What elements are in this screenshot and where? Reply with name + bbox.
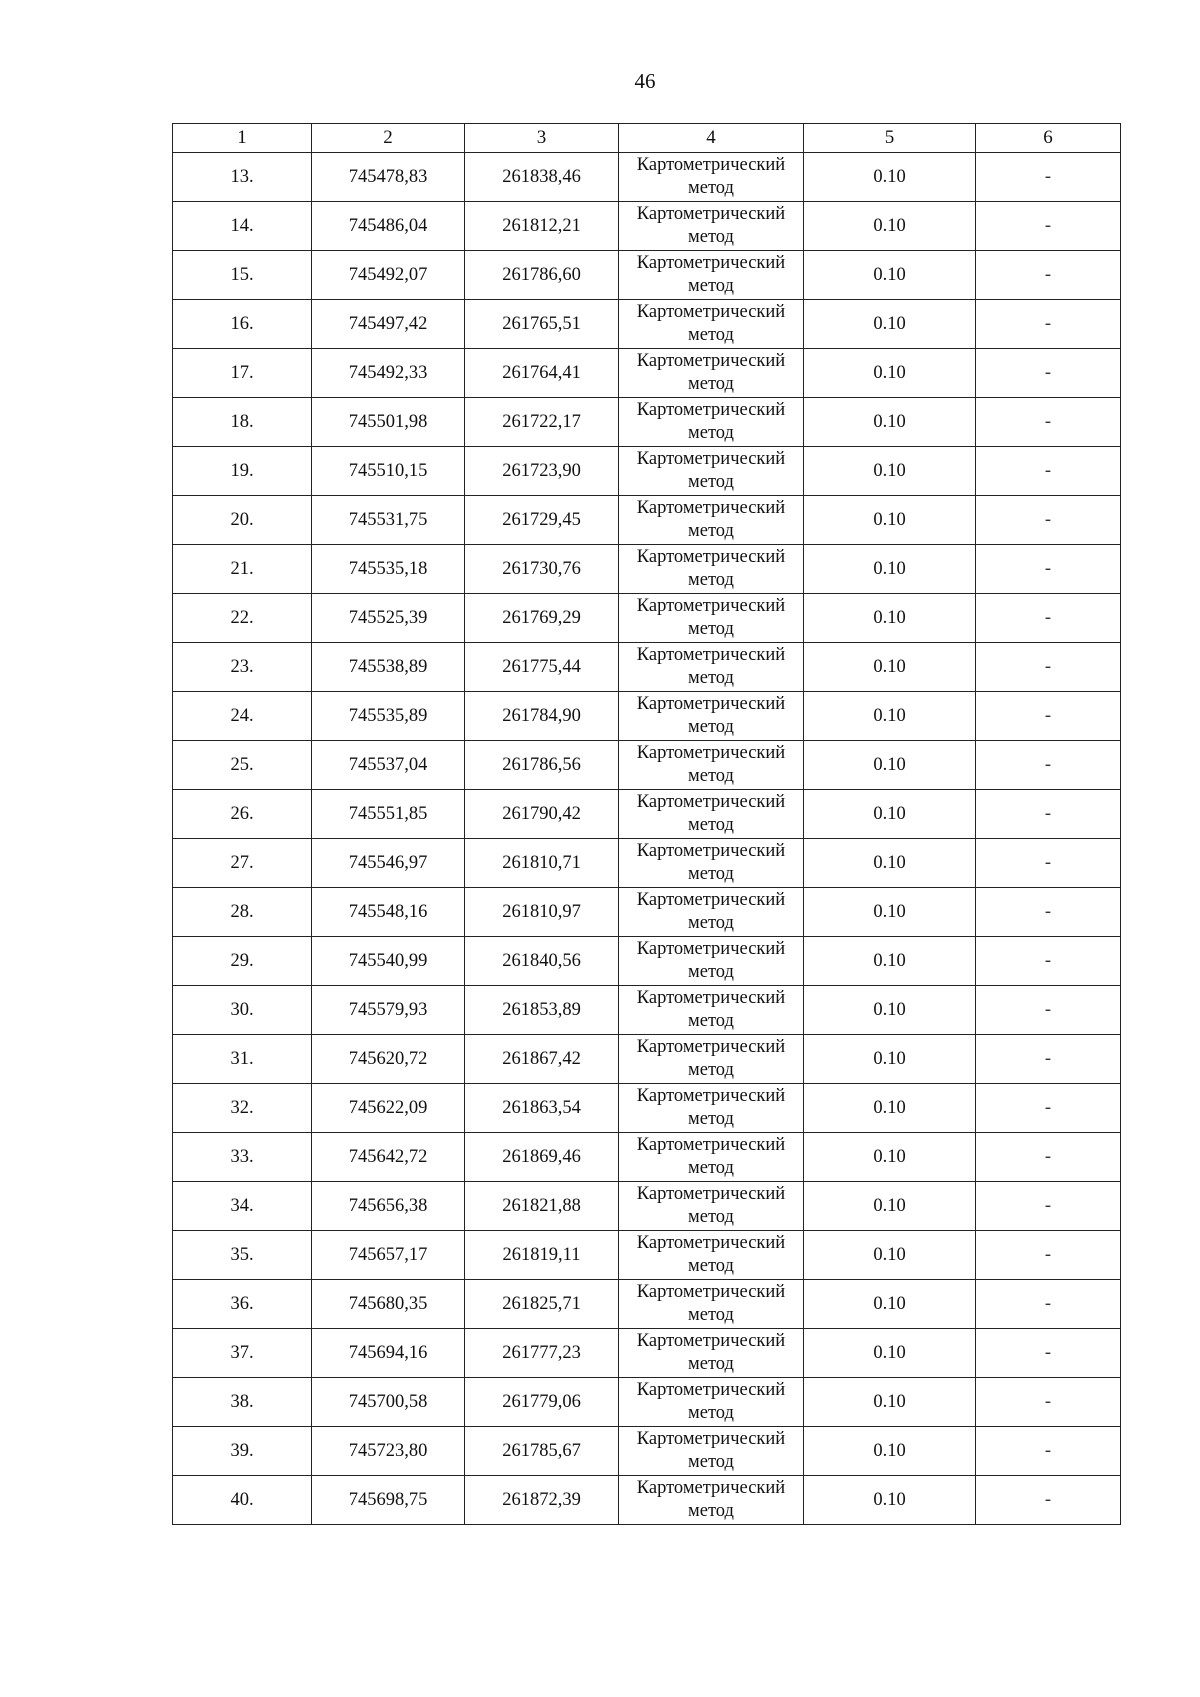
table-row [173,1182,1121,1231]
x-coordinate-cell: 745548,16 [312,888,465,937]
accuracy-cell: 0.10 [804,1378,976,1427]
y-coordinate-cell: 261786,56 [465,741,619,790]
header-cell-2: 2 [312,124,465,153]
method-cell: Картометрический метод [619,349,804,398]
x-coordinate-cell: 745537,04 [312,741,465,790]
note-cell: - [976,1084,1121,1133]
y-coordinate-cell: 261838,46 [465,153,619,202]
y-coordinate-cell: 261872,39 [465,1476,619,1525]
note-cell: - [976,447,1121,496]
y-coordinate-cell: 261821,88 [465,1182,619,1231]
point-number-cell: 33. [173,1133,312,1182]
method-cell: Картометрический метод [619,1329,804,1378]
y-coordinate-cell: 261810,97 [465,888,619,937]
method-cell: Картометрический метод [619,300,804,349]
accuracy-cell: 0.10 [804,496,976,545]
method-cell: Картометрический метод [619,1182,804,1231]
point-number-cell: 28. [173,888,312,937]
accuracy-cell: 0.10 [804,1280,976,1329]
point-number-cell: 39. [173,1427,312,1476]
table-row [173,1231,1121,1280]
x-coordinate-cell: 745486,04 [312,202,465,251]
x-coordinate-cell: 745657,17 [312,1231,465,1280]
x-coordinate-cell: 745698,75 [312,1476,465,1525]
table-row [173,790,1121,839]
table-header [173,124,1121,153]
point-number-cell: 38. [173,1378,312,1427]
y-coordinate-cell: 261723,90 [465,447,619,496]
point-number-cell: 34. [173,1182,312,1231]
point-number-cell: 30. [173,986,312,1035]
accuracy-cell: 0.10 [804,1084,976,1133]
method-cell: Картометрический метод [619,888,804,937]
y-coordinate-cell: 261779,06 [465,1378,619,1427]
note-cell: - [976,692,1121,741]
method-cell: Картометрический метод [619,692,804,741]
point-number-cell: 15. [173,251,312,300]
x-coordinate-cell: 745622,09 [312,1084,465,1133]
x-coordinate-cell: 745540,99 [312,937,465,986]
method-cell: Картометрический метод [619,1280,804,1329]
x-coordinate-cell: 745579,93 [312,986,465,1035]
method-cell: Картометрический метод [619,545,804,594]
table-row [173,741,1121,790]
point-number-cell: 27. [173,839,312,888]
note-cell: - [976,790,1121,839]
x-coordinate-cell: 745723,80 [312,1427,465,1476]
point-number-cell: 24. [173,692,312,741]
table-row [173,1378,1121,1427]
table-row [173,153,1121,202]
x-coordinate-cell: 745535,18 [312,545,465,594]
page-number: 46 [634,69,656,93]
y-coordinate-cell: 261777,23 [465,1329,619,1378]
note-cell: - [976,1231,1121,1280]
accuracy-cell: 0.10 [804,692,976,741]
table-row [173,1133,1121,1182]
accuracy-cell: 0.10 [804,1329,976,1378]
table-row [173,1035,1121,1084]
note-cell: - [976,545,1121,594]
accuracy-cell: 0.10 [804,1427,976,1476]
point-number-cell: 14. [173,202,312,251]
table-row [173,202,1121,251]
x-coordinate-cell: 745546,97 [312,839,465,888]
method-cell: Картометрический метод [619,839,804,888]
y-coordinate-cell: 261785,67 [465,1427,619,1476]
method-cell: Картометрический метод [619,496,804,545]
point-number-cell: 13. [173,153,312,202]
y-coordinate-cell: 261765,51 [465,300,619,349]
y-coordinate-cell: 261840,56 [465,937,619,986]
y-coordinate-cell: 261819,11 [465,1231,619,1280]
y-coordinate-cell: 261769,29 [465,594,619,643]
header-row [173,124,1121,153]
method-cell: Картометрический метод [619,251,804,300]
method-cell: Картометрический метод [619,153,804,202]
point-number-cell: 32. [173,1084,312,1133]
note-cell: - [976,937,1121,986]
method-cell: Картометрический метод [619,986,804,1035]
point-number-cell: 26. [173,790,312,839]
table-row [173,1280,1121,1329]
accuracy-cell: 0.10 [804,1476,976,1525]
accuracy-cell: 0.10 [804,741,976,790]
y-coordinate-cell: 261730,76 [465,545,619,594]
x-coordinate-cell: 745642,72 [312,1133,465,1182]
x-coordinate-cell: 745620,72 [312,1035,465,1084]
point-number-cell: 18. [173,398,312,447]
point-number-cell: 22. [173,594,312,643]
note-cell: - [976,1427,1121,1476]
y-coordinate-cell: 261722,17 [465,398,619,447]
table-row [173,986,1121,1035]
x-coordinate-cell: 745478,83 [312,153,465,202]
y-coordinate-cell: 261784,90 [465,692,619,741]
accuracy-cell: 0.10 [804,1182,976,1231]
x-coordinate-cell: 745492,07 [312,251,465,300]
note-cell: - [976,594,1121,643]
y-coordinate-cell: 261867,42 [465,1035,619,1084]
x-coordinate-cell: 745680,35 [312,1280,465,1329]
table-row [173,545,1121,594]
accuracy-cell: 0.10 [804,153,976,202]
point-number-cell: 16. [173,300,312,349]
note-cell: - [976,986,1121,1035]
note-cell: - [976,1280,1121,1329]
table-row [173,1427,1121,1476]
method-cell: Картометрический метод [619,643,804,692]
x-coordinate-cell: 745538,89 [312,643,465,692]
table-row [173,251,1121,300]
y-coordinate-cell: 261810,71 [465,839,619,888]
accuracy-cell: 0.10 [804,1231,976,1280]
y-coordinate-cell: 261786,60 [465,251,619,300]
method-cell: Картометрический метод [619,594,804,643]
note-cell: - [976,251,1121,300]
y-coordinate-cell: 261863,54 [465,1084,619,1133]
point-number-cell: 25. [173,741,312,790]
accuracy-cell: 0.10 [804,888,976,937]
note-cell: - [976,153,1121,202]
point-number-cell: 20. [173,496,312,545]
table-row [173,1476,1121,1525]
accuracy-cell: 0.10 [804,545,976,594]
header-cell-3: 3 [465,124,619,153]
table-row [173,888,1121,937]
x-coordinate-cell: 745700,58 [312,1378,465,1427]
x-coordinate-cell: 745694,16 [312,1329,465,1378]
table-row [173,300,1121,349]
note-cell: - [976,839,1121,888]
note-cell: - [976,888,1121,937]
note-cell: - [976,1182,1121,1231]
header-cell-5: 5 [804,124,976,153]
x-coordinate-cell: 745501,98 [312,398,465,447]
point-number-cell: 19. [173,447,312,496]
note-cell: - [976,202,1121,251]
point-number-cell: 23. [173,643,312,692]
y-coordinate-cell: 261825,71 [465,1280,619,1329]
point-number-cell: 17. [173,349,312,398]
x-coordinate-cell: 745497,42 [312,300,465,349]
x-coordinate-cell: 745535,89 [312,692,465,741]
method-cell: Картометрический метод [619,1231,804,1280]
x-coordinate-cell: 745531,75 [312,496,465,545]
table-row [173,398,1121,447]
table-row [173,643,1121,692]
point-number-cell: 37. [173,1329,312,1378]
coordinates-table [172,123,1121,1525]
accuracy-cell: 0.10 [804,937,976,986]
table-row [173,937,1121,986]
note-cell: - [976,398,1121,447]
note-cell: - [976,1035,1121,1084]
y-coordinate-cell: 261853,89 [465,986,619,1035]
accuracy-cell: 0.10 [804,1035,976,1084]
method-cell: Картометрический метод [619,447,804,496]
y-coordinate-cell: 261775,44 [465,643,619,692]
method-cell: Картометрический метод [619,1035,804,1084]
method-cell: Картометрический метод [619,790,804,839]
method-cell: Картометрический метод [619,398,804,447]
y-coordinate-cell: 261729,45 [465,496,619,545]
point-number-cell: 21. [173,545,312,594]
header-cell-4: 4 [619,124,804,153]
method-cell: Картометрический метод [619,937,804,986]
method-cell: Картометрический метод [619,1133,804,1182]
method-cell: Картометрический метод [619,1378,804,1427]
point-number-cell: 31. [173,1035,312,1084]
note-cell: - [976,300,1121,349]
y-coordinate-cell: 261812,21 [465,202,619,251]
y-coordinate-cell: 261764,41 [465,349,619,398]
table-row [173,1329,1121,1378]
table-row [173,692,1121,741]
accuracy-cell: 0.10 [804,398,976,447]
x-coordinate-cell: 745525,39 [312,594,465,643]
accuracy-cell: 0.10 [804,790,976,839]
point-number-cell: 29. [173,937,312,986]
note-cell: - [976,349,1121,398]
point-number-cell: 40. [173,1476,312,1525]
table-row [173,594,1121,643]
header-cell-1: 1 [173,124,312,153]
accuracy-cell: 0.10 [804,986,976,1035]
accuracy-cell: 0.10 [804,202,976,251]
header-cell-6: 6 [976,124,1121,153]
note-cell: - [976,1378,1121,1427]
method-cell: Картометрический метод [619,1084,804,1133]
note-cell: - [976,1133,1121,1182]
table-row [173,496,1121,545]
accuracy-cell: 0.10 [804,251,976,300]
method-cell: Картометрический метод [619,202,804,251]
y-coordinate-cell: 261790,42 [465,790,619,839]
x-coordinate-cell: 745656,38 [312,1182,465,1231]
note-cell: - [976,1476,1121,1525]
table-body [173,153,1121,1525]
x-coordinate-cell: 745492,33 [312,349,465,398]
accuracy-cell: 0.10 [804,300,976,349]
accuracy-cell: 0.10 [804,1133,976,1182]
accuracy-cell: 0.10 [804,349,976,398]
table-row [173,349,1121,398]
table-row [173,1084,1121,1133]
note-cell: - [976,741,1121,790]
accuracy-cell: 0.10 [804,594,976,643]
table-row [173,447,1121,496]
accuracy-cell: 0.10 [804,839,976,888]
method-cell: Картометрический метод [619,1427,804,1476]
point-number-cell: 36. [173,1280,312,1329]
note-cell: - [976,643,1121,692]
method-cell: Картометрический метод [619,1476,804,1525]
accuracy-cell: 0.10 [804,447,976,496]
method-cell: Картометрический метод [619,741,804,790]
note-cell: - [976,1329,1121,1378]
y-coordinate-cell: 261869,46 [465,1133,619,1182]
note-cell: - [976,496,1121,545]
x-coordinate-cell: 745510,15 [312,447,465,496]
accuracy-cell: 0.10 [804,643,976,692]
x-coordinate-cell: 745551,85 [312,790,465,839]
point-number-cell: 35. [173,1231,312,1280]
table-row [173,839,1121,888]
